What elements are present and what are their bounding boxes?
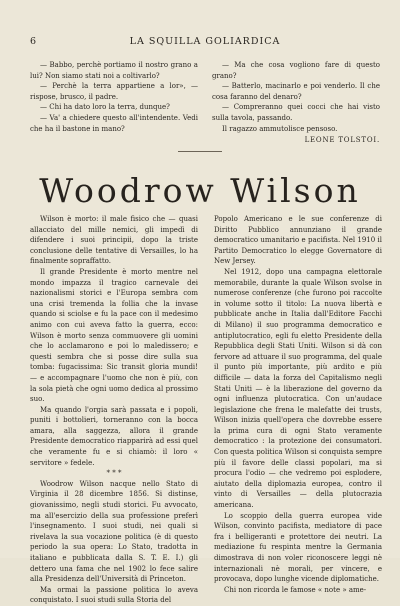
poem-line: Il ragazzo ammutolisce pensoso. <box>222 124 338 133</box>
article-right-column <box>214 214 382 595</box>
poem-line: — Chi ha dato loro la terra, dunque? <box>40 103 170 112</box>
section-break: * * * <box>106 469 122 478</box>
poem-line: — Va' a chiedere questo all'intendente. Vedi che ha il bastone in mano? <box>30 113 198 133</box>
page-header <box>30 36 380 50</box>
article-paragraph: Ma ormai la passione politica lo aveva conquistato. I suoi studi sulla Storia del <box>30 585 198 605</box>
article-paragraph: Woodrow Wilson nacque nello Stato di Virginia il 28 dicembre 1856. Si distinse, giovanissimo, negli studi storici. Fu avvocato, ma all'esercizio della sua professione preferì l'insegnamento. I suoi studi, nei quali si rivelava la sua vocazione politica (è di questo periodo la sua opera: Lo Stato, tradotta in italiano e pubblicata dalla S. T. E. I.) gli dettero una fama che nel 1902 lo fece salire alla Presidenza dell'Università di Princeton. <box>30 479 198 584</box>
poem-line: — Compreranno quei cocci che hai visto sulla tavola, passando. <box>212 103 380 122</box>
article-paragraph: Nel 1912, dopo una campagna elettorale memorabile, durante la quale Wilson svolse in numerose conferenze (che furono poi raccolte in volume sotto il titolo: La nuova libertà e pubblicate anche in Italia dall'Editore Facchi di Milano) il suo programma democratico e antiplutocratico, egli fu eletto Presidente della Repubblica degli Stati Uniti. Wilson si dà con fervore ad attuare il suo programma, del quale il punto più importante, più ardito e più difficile — data la forza del Capitalismo negli Stati Uniti — è la liberazione del governo da ogni influenza plutocratica. Con un'audace legislazione che frena le malefatte dei trusts, Wilson inizia quell'opera che dovrebbe essere la prima cura di ogni Stato veramente democratico : la protezione dei consumatori. Con questa politica Wilson si conquista sempre più il favore delle classi popolari, ma si procura l'odio — che vedremo poi esplodere, aiutato della diplomazia europea, contro il vinto di Versailles — della plutocrazia americana. <box>214 267 382 510</box>
publication-title: LA SQUILLA GOLIARDICA <box>129 36 281 47</box>
article-left-column <box>30 214 198 606</box>
poem-line: — Perchè la terra appartiene a lor», — rispose, brusco, il padre. <box>30 82 198 101</box>
article-paragraph: Popolo Americano e le sue conferenze di Diritto Pubblico annunziano il grande democratico umanitario e pacifista. Nel 1910 il Partito Democratico lo elegge Governatore di New Jersey. <box>214 215 382 266</box>
article-paragraph: Ma quando l'orgia sarà passata e i popoli, puniti i bottolieri, torneranno con la bocca amara, alla saggezza, allora il grande Presidente democratico riapparirà ad essi quel che veramente fu e si chiamò: il loro « servitore » fedele. <box>30 405 198 467</box>
poem-line: — Ma che cosa vogliono fare di questo grano? <box>212 61 380 80</box>
article-paragraph: Chi non ricorda le famose « note » ame- <box>224 585 367 594</box>
poem-right-column <box>212 60 380 146</box>
article-paragraph: Il grande Presidente è morto mentre nel mondo impazza il tragico carnevale dei nazionalismi storici e l'Europa sembra com una crisi tremenda la follia che la invase quando si sciolse e fu la pace con il medesimo animo con cui aveva fatto la guerra, ecco: Wilson è morto senza commuovere gli uomini che lo acclamarono e poi lo maledissero; e questi sembra che si posse dire sulla sua tomba: fugacissima: Sic transit gloria mundi! — e accompagnare l'uomo che non è più, con la sola pietà che ogni uomo dedica al prossimo suo. <box>30 267 198 404</box>
poem-line: — Babbo, perchè portiamo il nostro grano a lui? Non siamo stati noi a coltivarlo? <box>30 61 198 80</box>
poem-line: — Batterlo, macinarlo e poi venderlo. Il che cosa faranno del denaro? <box>212 82 380 101</box>
section-divider <box>178 151 222 152</box>
poem-signature: LEONE TOLSTOI. <box>304 136 380 145</box>
page-number: 6 <box>30 36 38 47</box>
article-title: Woodrow Wilson <box>39 171 361 210</box>
poem-left-column <box>30 60 198 134</box>
article-paragraph: Lo scoppio della guerra europea vide Wilson, convinto pacifista, mediatore di pace fra i belligeranti e protettore dei neutri. La mediazione fu respinta mentre la Germania dimostrava di non voler riconoscere leggi nè internazionali nè morali, per vincere, e provocava, dopo lunghe vicende diplomatiche. <box>214 511 382 584</box>
article-paragraph: Wilson è morto: il male fisico che — quasi allacciato del mille nemici, gli impedì di difendere i suoi principii, dopo la triste conclusione delle tentative di Versailles, lo ha finalmente sopraffatto. <box>30 215 198 266</box>
